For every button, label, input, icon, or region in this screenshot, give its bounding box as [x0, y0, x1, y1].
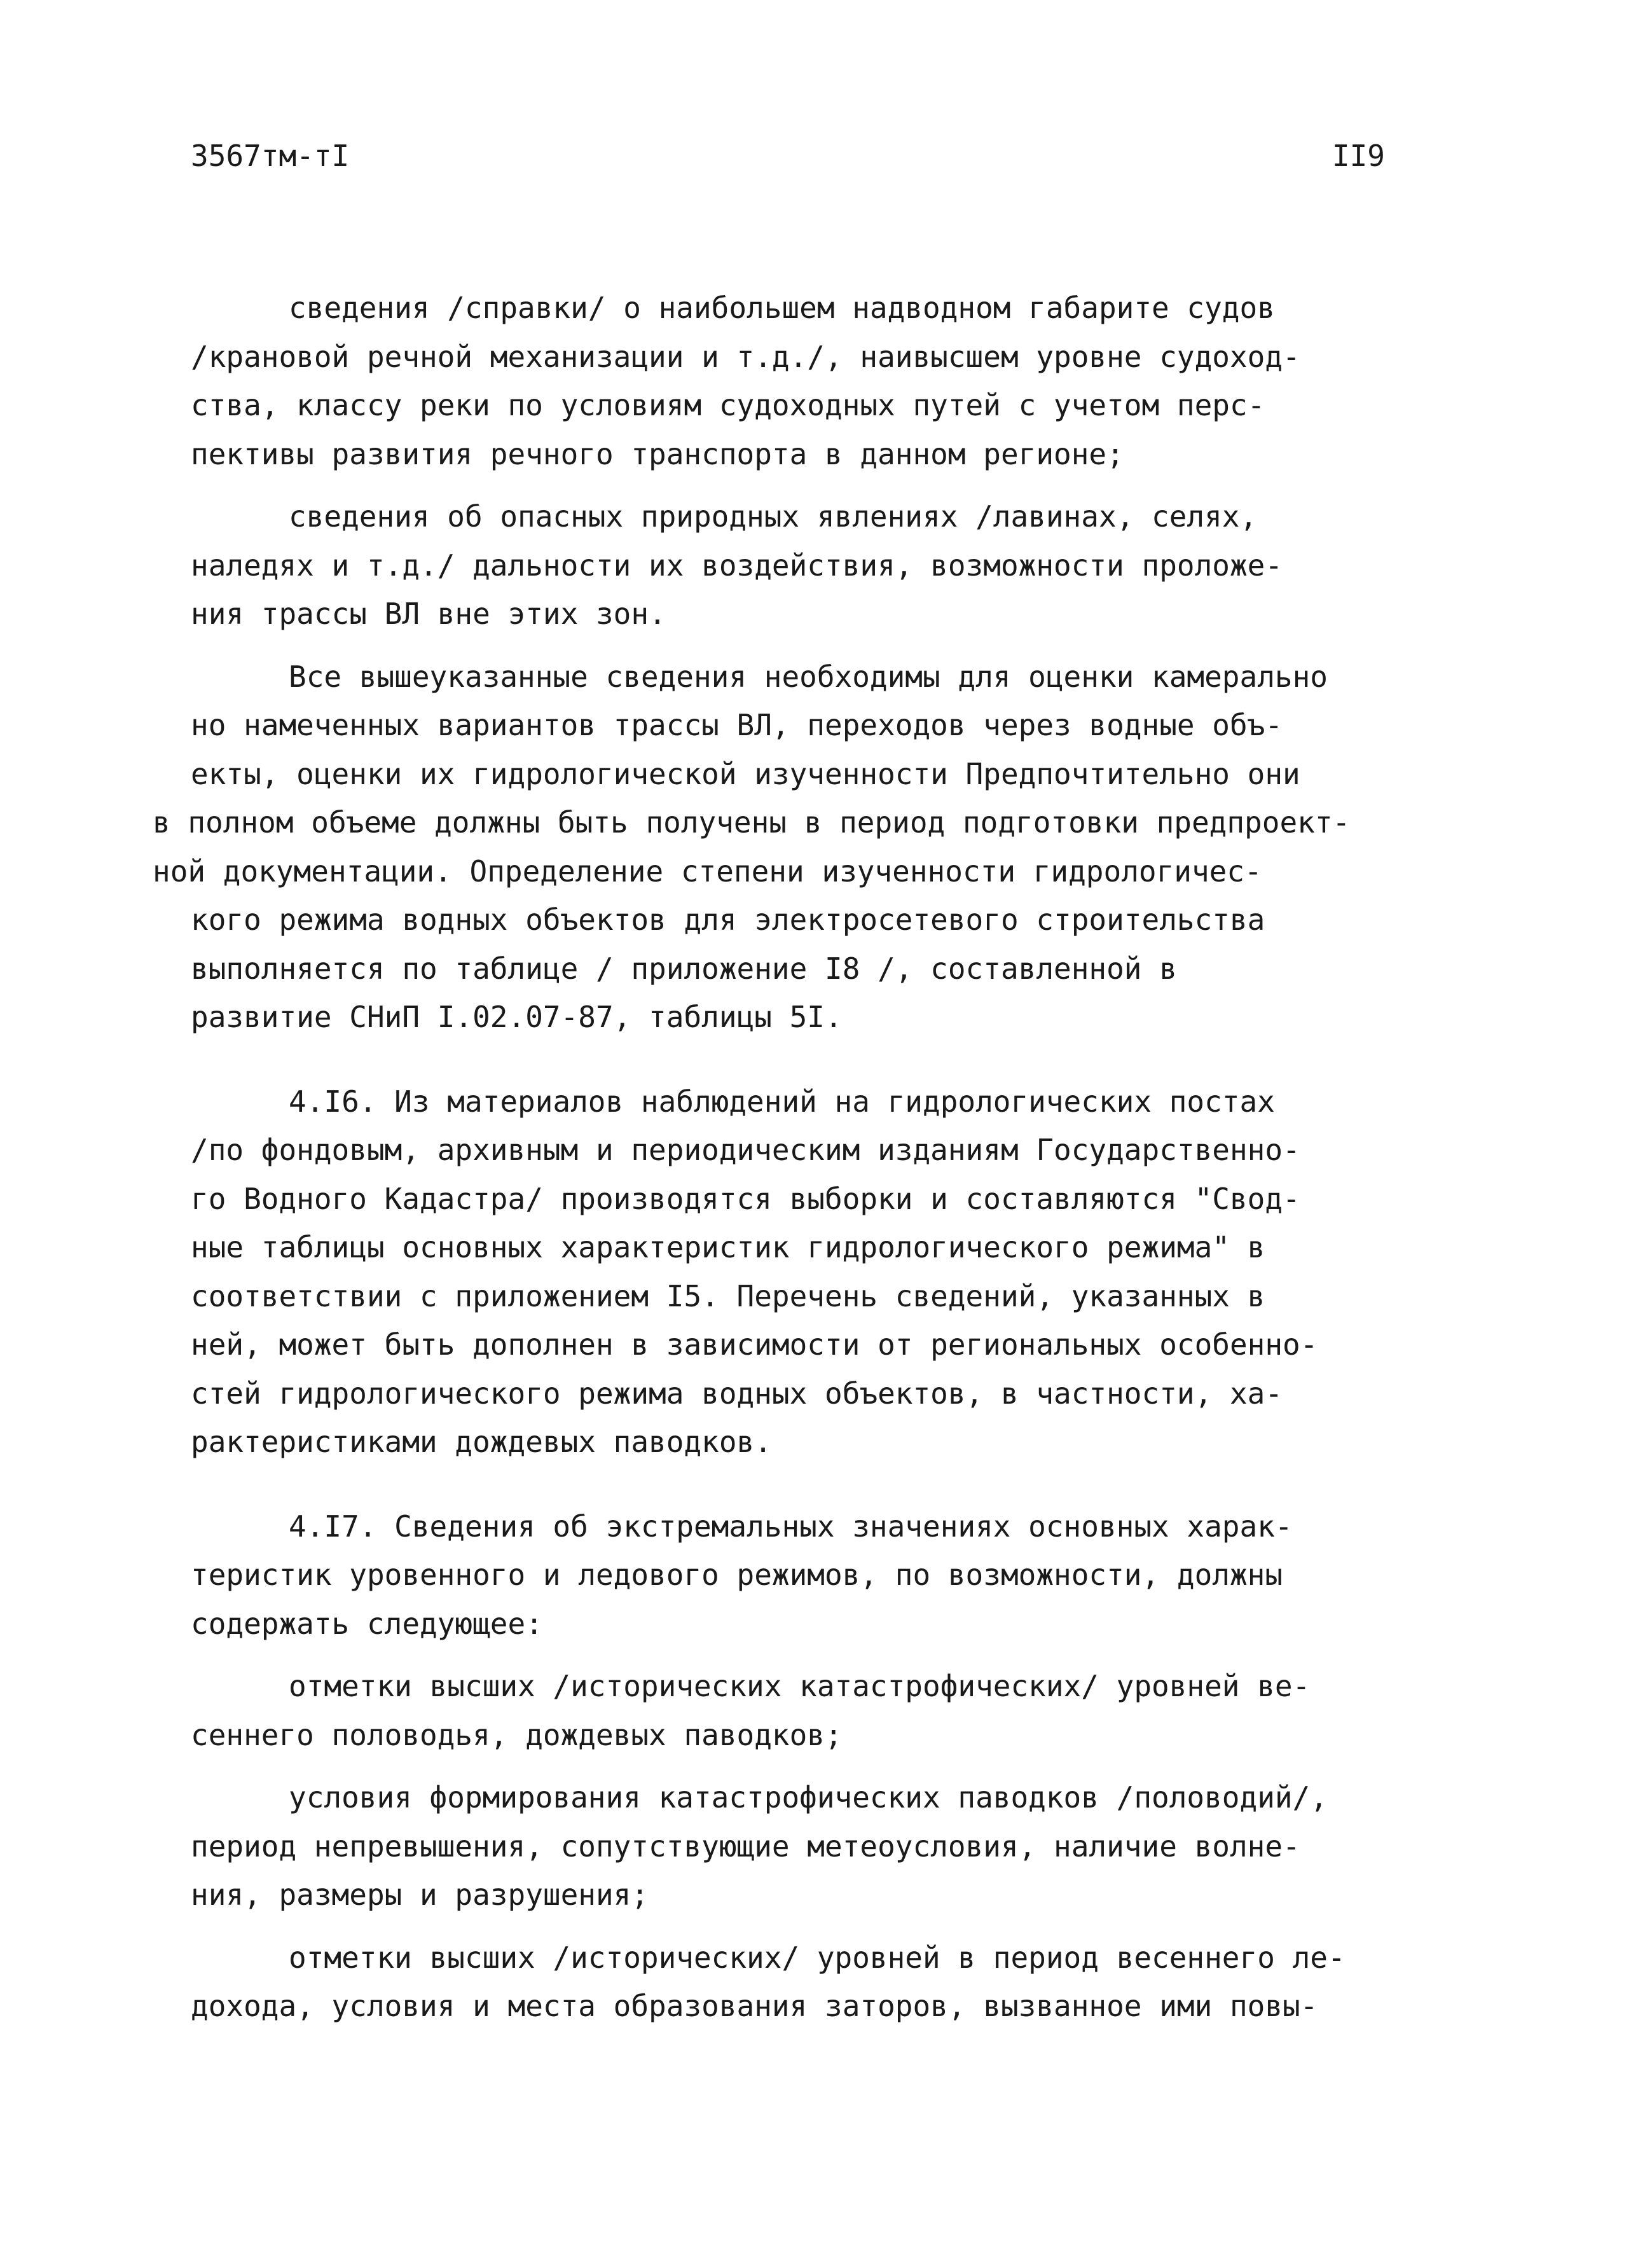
text-line: рактеристиками дождевых паводков. — [191, 1425, 772, 1459]
list-item-flood-conditions — [191, 1773, 1437, 1919]
text-line: /крановой речной механизации и т.д./, наивысшем уровне судоход- — [191, 339, 1300, 374]
text-line: теристик уровенного и ледового режимов, по возможности, должны — [191, 1558, 1283, 1592]
text-line: условия формирования катастрофических паводков /половодий/, — [289, 1780, 1328, 1815]
text-line: содержать следующее: — [191, 1606, 543, 1641]
list-item-ice-drift — [191, 1933, 1437, 2031]
page-header — [191, 139, 1385, 183]
paragraph-natural-hazards — [191, 492, 1437, 639]
text-line: сведения об опасных природных явлениях /лавинах, селях, — [289, 499, 1258, 534]
text-line: 4.I7. Сведения об экстремальных значениях основных харак- — [289, 1509, 1293, 1544]
text-line: ства, классу реки по условиям судоходных путей с учетом перс- — [191, 388, 1265, 422]
text-line: сведения /справки/ о наибольшем надводном габарите судов — [289, 291, 1275, 325]
text-line: ней, может быть дополнен в зависимости от региональных особенно- — [191, 1327, 1318, 1362]
paragraph-vessel-clearance — [191, 284, 1437, 478]
text-line: пективы развития речного транспорта в данном регионе; — [191, 436, 1124, 471]
section-4-17 — [191, 1502, 1437, 1649]
text-line: период непревышения, сопутствующие метеоусловия, наличие волне- — [191, 1829, 1300, 1863]
text-line: развитие СНиП I.02.07-87, таблицы 5I. — [191, 1000, 843, 1034]
page-number: II9 — [1332, 139, 1385, 173]
text-line: отметки высших /исторических катастрофических/ уровней ве- — [289, 1669, 1311, 1703]
text-line: дохода, условия и места образования заторов, вызванное ими повы- — [191, 1989, 1318, 2023]
text-line: сеннего половодья, дождевых паводков; — [191, 1717, 843, 1752]
text-line: выполняется по таблице / приложение I8 /, составленной в — [191, 951, 1177, 986]
text-line: но намеченных вариантов трассы ВЛ, переходов через водные объ- — [191, 708, 1283, 742]
text-line: ния трассы ВЛ вне этих зон. — [191, 597, 666, 631]
text-line: ной документации. Определение степени изученности гидрологичес- — [153, 854, 1262, 888]
text-line: кого режима водных объектов для электросетевого строительства — [191, 902, 1265, 937]
text-line: екты, оценки их гидрологической изученности Предпочтительно они — [191, 756, 1300, 791]
text-line: наледях и т.д./ дальности их воздействия, возможности проложе- — [191, 548, 1283, 583]
text-line: /по фондовым, архивным и периодическим изданиям Государственно- — [191, 1133, 1300, 1167]
text-line: отметки высших /исторических/ уровней в период весеннего ле- — [289, 1940, 1346, 1975]
list-item-highest-levels — [191, 1662, 1437, 1759]
section-4-16 — [191, 1077, 1437, 1467]
paragraph-route-assessment — [153, 653, 1437, 1042]
text-line: стей гидрологического режима водных объектов, в частности, ха- — [191, 1376, 1283, 1411]
text-line: в полном объеме должны быть получены в период подготовки предпроект- — [153, 805, 1351, 840]
text-line: соответствии с приложением I5. Перечень сведений, указанных в — [191, 1278, 1265, 1313]
text-line: 4.I6. Из материалов наблюдений на гидрологических постах — [289, 1084, 1275, 1119]
text-line: Все вышеуказанные сведения необходимы для оценки камерально — [289, 659, 1328, 694]
text-line: ния, размеры и разрушения; — [191, 1877, 649, 1912]
document-code: 3567тм-тI — [191, 139, 350, 173]
text-line: ные таблицы основных характеристик гидрологического режима" в — [191, 1230, 1265, 1264]
text-line: го Водного Кадастра/ производятся выборки и составляются "Свод- — [191, 1181, 1300, 1216]
document-body — [153, 284, 1437, 2045]
